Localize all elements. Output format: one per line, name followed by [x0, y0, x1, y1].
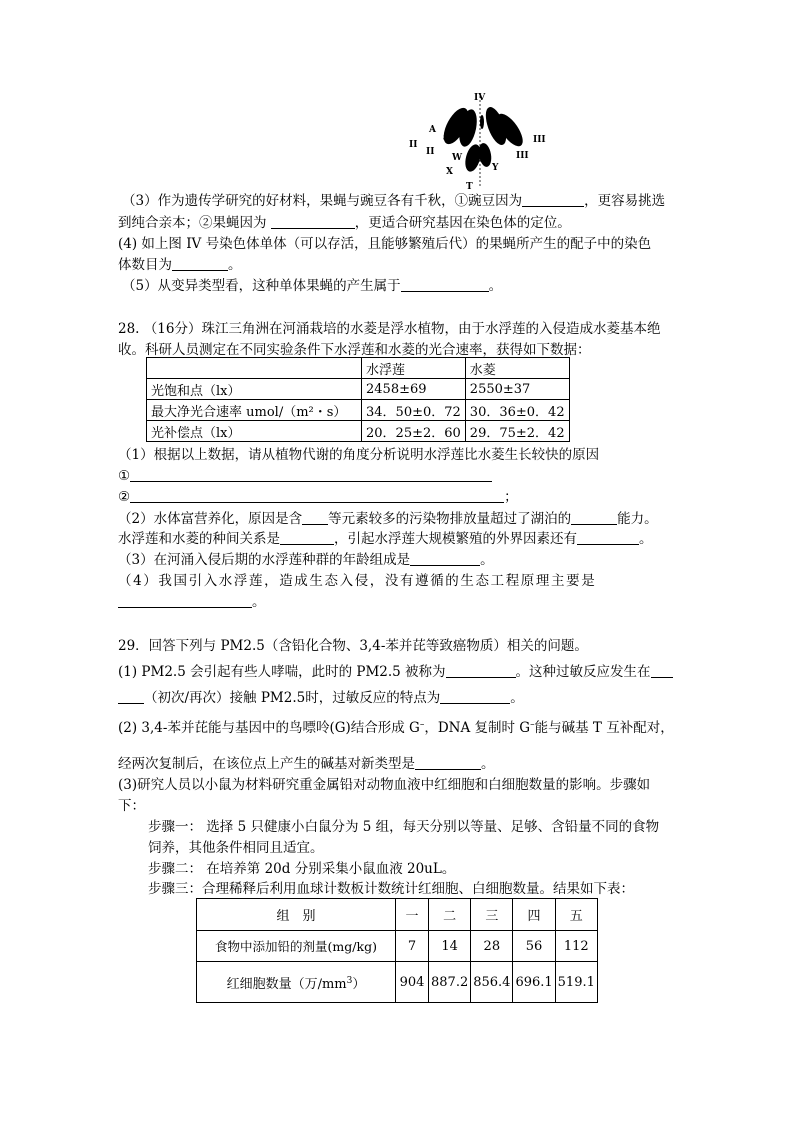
- q28-part1: （1）根据以上数据，请从植物代谢的角度分析说明水浮莲比水菱生长较快的原因: [118, 447, 600, 463]
- q29-step2: 步骤二： 在培养第 20d 分别采集小鼠血液 20uL。: [148, 861, 456, 877]
- q28-blank-2[interactable]: [130, 488, 504, 503]
- q29-part3-line1: (3)研究人员以小鼠为材料研究重金属铅对动物血液中红细胞和白细胞数量的影响。步骤如: [118, 777, 651, 793]
- label-ii-inner: II: [426, 147, 435, 157]
- q29-blank-5[interactable]: [415, 755, 481, 770]
- label-t: T: [466, 182, 473, 192]
- q28-blank-1[interactable]: [130, 467, 492, 482]
- q29-step3: 步骤三：合理稀释后利用血球计数板计数统计红细胞、白细胞数量。结果如下表：: [148, 881, 634, 897]
- q28-blank-5[interactable]: [280, 530, 334, 545]
- label-y: Y: [492, 163, 499, 173]
- chromosome-iv: [480, 115, 484, 129]
- q27-blank-2[interactable]: [271, 214, 355, 229]
- label-x: X: [446, 167, 453, 177]
- q28-blank-3[interactable]: [302, 510, 328, 525]
- q27-part3-line1: （3）作为遗传学研究的好材料，果蝇与豌豆各有千秋，①豌豆因为 ，更容易挑选: [122, 193, 666, 209]
- q28-blank-7[interactable]: [410, 551, 480, 566]
- q28-blank-8[interactable]: [118, 593, 252, 608]
- q29-part1-line2: （初次/再次）接触 PM2.5时，过敏反应的特点为 。: [118, 689, 524, 707]
- q29-part1-line1: (1) PM2.5 会引起有些人哮喘，此时的 PM2.5 被称为 。这种过敏反应发生在: [118, 663, 673, 681]
- label-iii-right: III: [533, 135, 546, 145]
- q28-part4-line2: 。: [118, 593, 266, 611]
- q28-part2-line1: （2）水体富营养化，原因是含 等元素较多的污染物排放量超过了湖泊的 能力。: [118, 511, 658, 527]
- q28-answer-2: ② ；: [118, 489, 518, 505]
- label-iv: IV: [474, 93, 486, 103]
- red-cell-count-label: 红细胞数量（万$/mm^3$）: [197, 962, 396, 1003]
- q29-part2-line1: (2) 3,4-苯并芘能与基因中的鸟嘌呤(G)结合形成 G–，DNA 复制时 G–能与碱基 T 互补配对，: [118, 720, 674, 736]
- q28-blank-6[interactable]: [577, 530, 639, 545]
- q28-blank-4[interactable]: [571, 510, 617, 525]
- label-ii-left: II: [409, 140, 418, 150]
- q29-part2-line2: 经两次复制后，在该位点上产生的碱基对新类型是 。: [118, 756, 495, 772]
- q29-step1-line1: 步骤一： 选择 5 只健康小白鼠分为 5 组，每天分别以等量、足够、含铅量不同的食物: [148, 819, 660, 835]
- q29-blank-1[interactable]: [446, 663, 516, 678]
- q29-part3-line2: 下：: [118, 798, 145, 814]
- q28-part4-line1: （4）我国引入水浮莲，造成生态入侵，没有遵循的生态工程原理主要是: [118, 573, 597, 589]
- q29-step1-line2: 饲养，其他条件相同且适宜。: [148, 840, 324, 856]
- q28-intro-line1: 28. （16分）珠江三角洲在河涌栽培的水菱是浮水植物，由于水浮莲的入侵造成水菱基本绝: [118, 321, 661, 337]
- chromosome-y: [477, 142, 493, 168]
- table-row: 光饱和点（lx） 2458±69 2550±37: [147, 379, 570, 400]
- q29-blank-4[interactable]: [440, 689, 510, 704]
- table-row: 组 别 一 二 三 四 五: [197, 899, 598, 931]
- q29-blank-2[interactable]: [651, 663, 673, 678]
- q29-results-table: [196, 898, 598, 1003]
- q27-part4-line2: 体数目为 。: [118, 257, 242, 273]
- chromosome-diagram: [400, 92, 550, 192]
- q28-part3: （3）在河涌入侵后期的水浮莲种群的年龄组成是 。: [118, 552, 494, 568]
- q27-part3-line2: 到纯合亲本；②果蝇因为 ，更适合研究基因在染色体的定位。: [118, 215, 571, 231]
- q29-blank-3[interactable]: [118, 689, 144, 704]
- table-row: 食物中添加铅的剂量(mg/kg) 7 14 28 56 112: [197, 931, 598, 962]
- table-row: 光补偿点（lx） 20．25±2．60 29．75±2．42: [147, 421, 570, 442]
- q28-part2-line2: 水浮莲和水菱的种间关系是 ，引起水浮莲大规模繁殖的外界因素还有 。: [118, 531, 653, 547]
- table-row: 红细胞数量（万$/mm^3$） 904 887.2 856.4 696.1 519.1: [197, 962, 598, 1003]
- q29-title: 29．回答下列与 PM2.5（含铅化合物、3,4-苯并芘等致癌物质）相关的问题。: [118, 638, 588, 654]
- q27-blank-3[interactable]: [172, 256, 228, 271]
- label-a-lower: a: [443, 133, 449, 143]
- q27-blank-1[interactable]: [522, 192, 584, 207]
- q27-blank-4[interactable]: [401, 277, 489, 292]
- label-w: W: [452, 153, 463, 163]
- q28-data-table: [146, 357, 570, 442]
- q27-part4-line1: (4) 如上图 IV 号染色体单体（可以存活，且能够繁殖后代）的果蝇所产生的配子中的染色: [118, 236, 652, 252]
- label-a-upper: A: [429, 125, 436, 135]
- q28-answer-1: ①: [118, 467, 492, 485]
- table-row: 最大净光合速率 umol/（m²・s） 34．50±0．72 30．36±0．42: [147, 400, 570, 421]
- label-iii-left: III: [516, 151, 529, 161]
- table-row: 水浮莲 水菱: [147, 358, 570, 379]
- q27-part5: （5）从变异类型看，这种单体果蝇的产生属于 。: [122, 278, 503, 294]
- q28-intro-line2: 收。科研人员测定在不同实验条件下水浮莲和水菱的光合速率，获得如下数据：: [118, 342, 591, 358]
